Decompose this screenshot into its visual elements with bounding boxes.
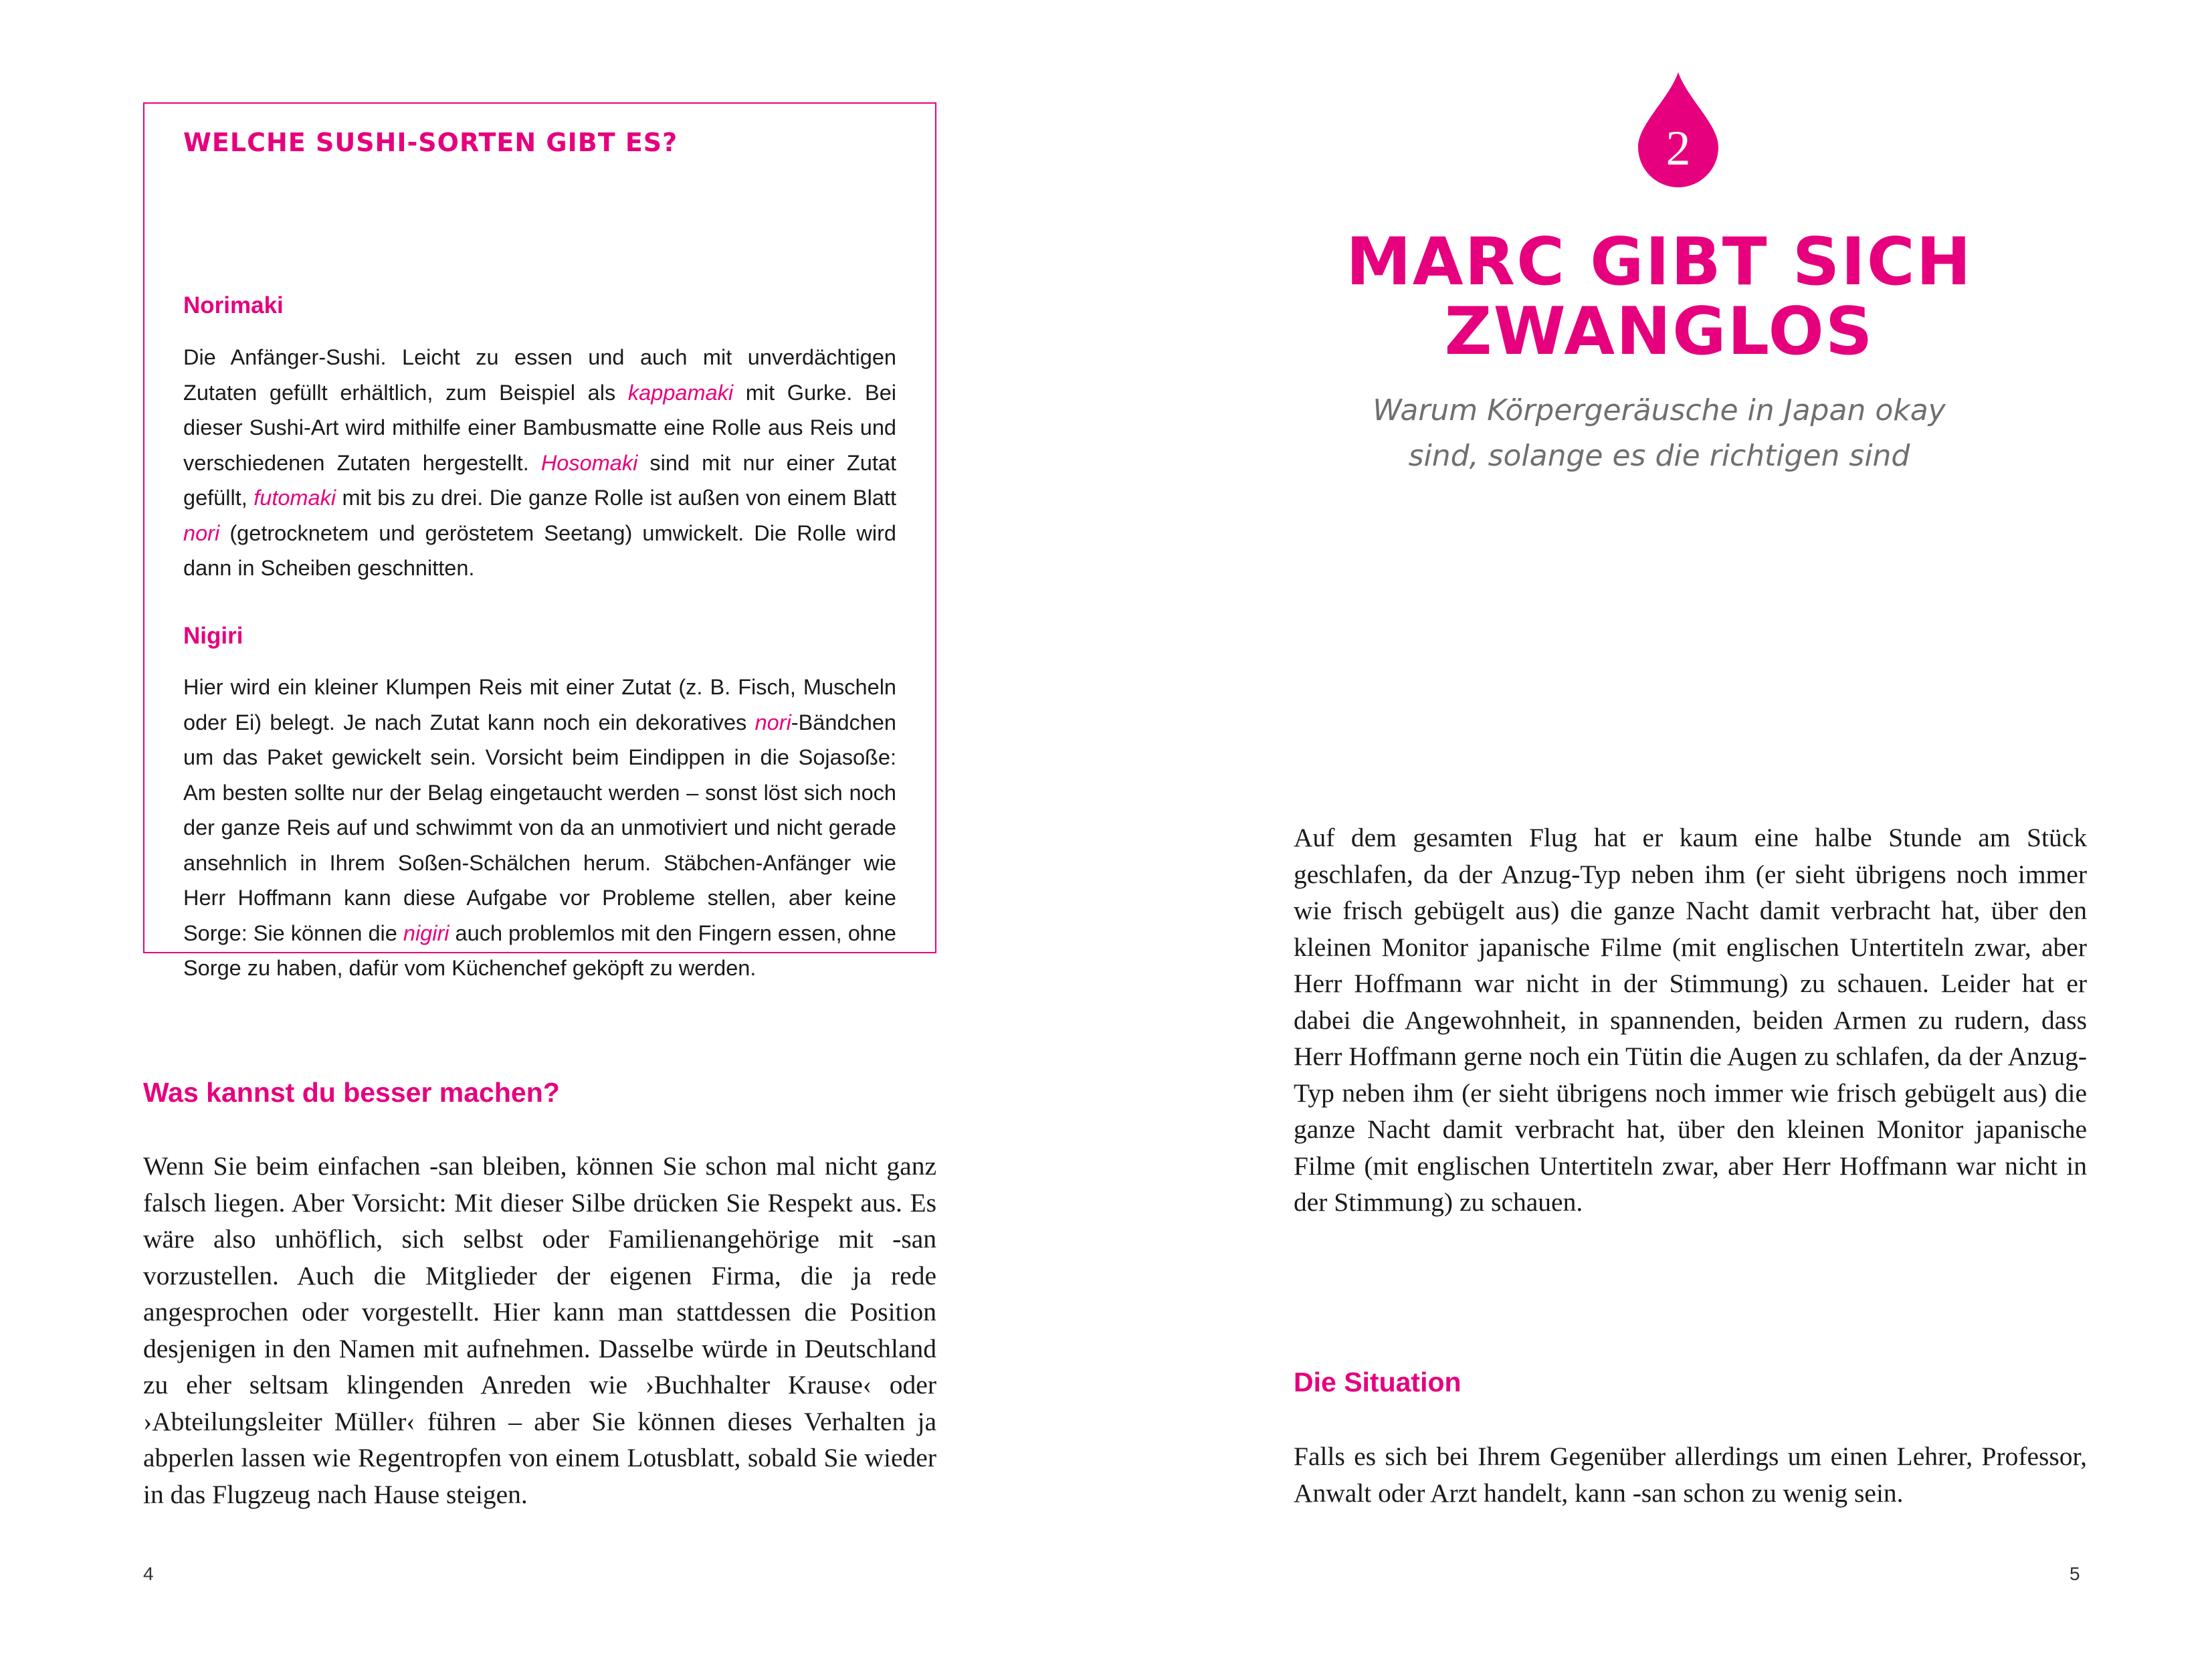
chapter-drop-icon <box>1638 72 1718 187</box>
section-heading-improve: Was kannst du besser machen? <box>143 1077 560 1108</box>
page-number-left: 4 <box>143 1563 154 1584</box>
term-nori: nori <box>755 710 791 735</box>
right-body-text-2: Falls es sich bei Ihrem Gegenüber allerdings um einen Lehrer, Professor, Anwalt oder Arzt handelt, kann -san schon zu wenig sein. <box>1294 1442 2087 1508</box>
box-title: WELCHE SUSHI-SORTEN GIBT ES? <box>183 128 678 157</box>
right-page <box>1106 0 2212 1659</box>
chapter-number: 2 <box>1666 121 1691 176</box>
page-number-right: 5 <box>2070 1563 2080 1584</box>
nigiri-text: Hier wird ein kleiner Klumpen Reis mit einer Zutat (z. B. Fisch, Muscheln oder Ei) belegt. Je nach Zutat kann noch ein dekoratives nori-Bändchen um das Paket gewickelt sein. Vorsicht beim Eindippen in die Sojasoße: Am besten sollte nur der Belag eingetaucht werden – sonst löst sich noch der ganze Reis auf und schwimmt von da an unmotiviert und nicht gerade ansehnlich in Ihrem Soßen-Schälchen herum. Stäbchen-Anfänger wie Herr Hoffmann kann diese Aufgabe vor Probleme stellen, aber keine Sorge: Sie können die nigiri auch problemlos mit den Fingern essen, ohne Sorge zu haben, dafür vom Küchenchef geköpft zu werden. <box>183 675 896 980</box>
nigiri-heading: Nigiri <box>183 623 243 649</box>
sushi-types-box <box>143 102 936 980</box>
term-nigiri: nigiri <box>403 920 449 945</box>
term-nori: nori <box>183 520 220 545</box>
term-futomaki: futomaki <box>254 486 336 510</box>
section-heading-situation: Die Situation <box>1294 1367 1462 1397</box>
right-body-text: Auf dem gesamten Flug hat er kaum eine halbe Stunde am Stück geschlafen, da der Anzug-Typ neben ihm (er sieht übrigens noch immer wie frisch gebügelt aus) die ganze Nacht damit verbracht hat, über den kleinen Monitor japanische Filme (mit englischen Untertiteln zwar, aber Herr Hoffmann war nicht in der Stimmung) zu schauen. Leider hat er dabei die Angewohnheit, in spannenden, beiden Armen zu rudern, dass Herr Hoffmann gerne noch ein Tütin die Augen zu schlafen, da der Anzug-Typ neben ihm (er sieht übrigens noch immer wie frisch gebügelt aus) die ganze Nacht damit verbracht hat, über den kleinen Monitor japanische Filme (mit englischen Untertiteln zwar, aber Herr Hoffmann war nicht in der Stimmung) zu schauen. <box>1294 823 2087 1217</box>
norimaki-text: Die Anfänger-Sushi. Leicht zu essen und auch mit unverdächtigen Zutaten gefüllt erhältlich, zum Beispiel als kappamaki mit Gurke. Bei dieser Sushi-Art wird mithilfe einer Bambusmatte eine Rolle aus Reis und verschiedenen Zutaten hergestellt. Hosomaki sind mit nur einer Zutat gefüllt, futomaki mit bis zu drei. Die ganze Rolle ist außen von einem Blatt nori (getrocknetem und geröstetem Seetang) umwickelt. Die Rolle wird dann in Scheiben geschnitten. <box>183 345 896 580</box>
term-hosomaki: Hosomaki <box>540 450 638 475</box>
chapter-subtitle: Warum Körpergeräusche in Japan okay sind, solange es die richtigen sind <box>1373 393 1946 473</box>
chapter-title: MARC GIBT SICH ZWANGLOS <box>1346 224 1973 370</box>
norimaki-heading: Norimaki <box>183 292 284 318</box>
left-body-text: Wenn Sie beim einfachen -san bleiben, können Sie schon mal nicht ganz falsch liegen. Aber Vorsicht: Mit dieser Silbe drücken Sie Respekt aus. Es wäre also unhöflich, sich selbst oder Familienangehörige mit -san vorzustellen. Auch die Mitglieder der eigenen Firma, die ja rede angesprochen oder vorgestellt. Hier kann man stattdessen die Position desjenigen in den Namen mit aufnehmen. Dasselbe würde in Deutschland zu eher seltsam klingenden Anreden wie ›Buchhalter Krause‹ oder ›Abteilungsleiter Müller‹ führen – aber Sie können dieses Verhalten ja abperlen lassen wie Regentropfen von einem Lotusblatt, sobald Sie wieder in das Flugzeug nach Hause steigen. <box>143 1151 936 1509</box>
term-kappamaki: kappamaki <box>627 380 734 405</box>
